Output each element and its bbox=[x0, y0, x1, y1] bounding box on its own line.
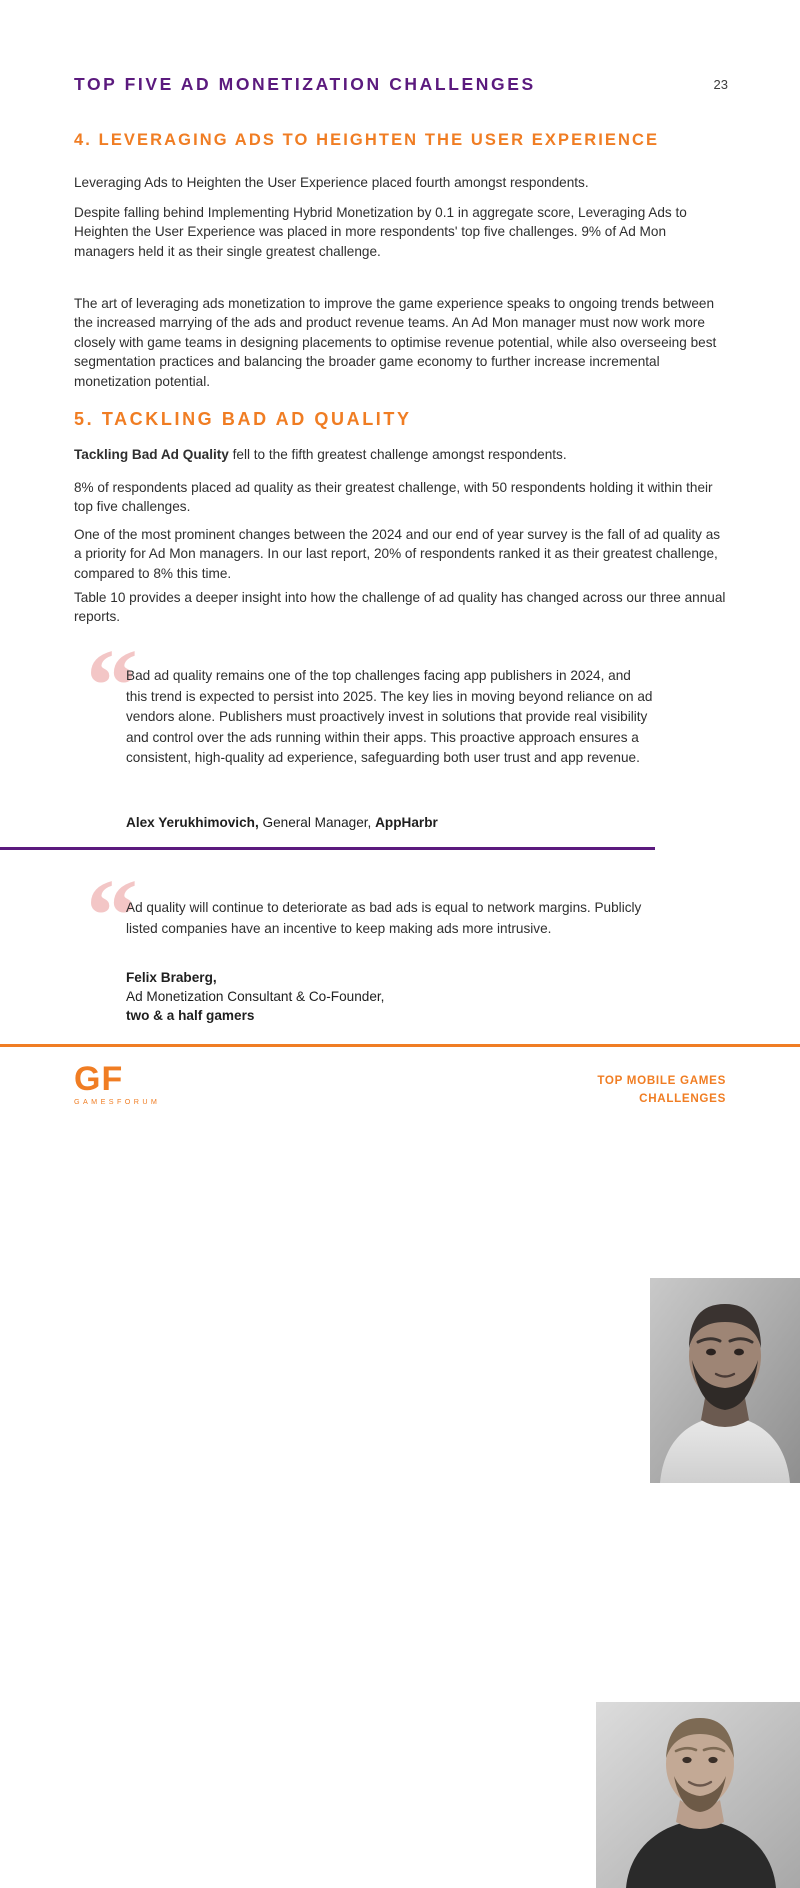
paragraph-5-lead-bold: Tackling Bad Ad Quality bbox=[74, 447, 229, 462]
section-heading-4: 4. LEVERAGING ADS TO HEIGHTEN THE USER EXPERIENCE bbox=[74, 131, 660, 149]
paragraph-4-3: The art of leveraging ads monetization to improve the game experience speaks to ongoing trends between the increased marrying of the ads and product revenue teams. An Ad Mon manager must now work more closely with game teams in designing placements to optimise revenue potential, while also overseeing best segmentation practices and balancing the broader game economy to further increase incremental monetization potential. bbox=[74, 296, 717, 389]
footer-divider bbox=[0, 1044, 800, 1047]
section-heading-5: 5. TACKLING BAD AD QUALITY bbox=[74, 409, 412, 429]
quote-role-1: General Manager, bbox=[258, 815, 376, 830]
portrait-photo-2 bbox=[596, 1702, 800, 1888]
quote-org-2: two & a half gamers bbox=[126, 1008, 255, 1023]
paragraph-4-1: Leveraging Ads to Heighten the User Experience placed fourth amongst respondents. bbox=[74, 175, 589, 190]
portrait-illustration-2 bbox=[596, 1702, 800, 1888]
paragraph-5-2: One of the most prominent changes between the 2024 and our end of year survey is the fall of ad quality as a priority for Ad Mon managers. In our last report, 20% of respondents ranked it as their greatest challenge, compared to 8% this time. bbox=[74, 527, 721, 581]
quote-text-2: Ad quality will continue to deteriorate as bad ads is equal to network margins. Publicly listed companies have an incentive to keep making ads more intrusive. bbox=[126, 900, 642, 936]
quote-text-1: Bad ad quality remains one of the top challenges facing app publishers in 2024, and this trend is expected to persist into 2025. The key lies in moving beyond reliance on ad vendors alone. Publishers must proactively invest in solutions that provide real visibility and control over the ads running within their apps. This proactive approach ensures a consistent, high-quality ad experience, safeguarding both user trust and app revenue. bbox=[126, 668, 653, 766]
logo-subtitle: GAMESFORUM bbox=[74, 1097, 161, 1106]
page-number: 23 bbox=[713, 77, 728, 92]
paragraph-4-2: Despite falling behind Implementing Hybrid Monetization by 0.1 in aggregate score, Leveraging Ads to Heighten the User Experience was placed in more respondents' top five challenges. 9% of Ad Mon managers held it as their single greatest challenge. bbox=[74, 205, 687, 259]
page-title: TOP FIVE AD MONETIZATION CHALLENGES bbox=[74, 74, 536, 94]
quote-author-2: Felix Braberg, bbox=[126, 970, 217, 985]
quote-org-1: AppHarbr bbox=[375, 815, 438, 830]
paragraph-5-3: Table 10 provides a deeper insight into how the challenge of ad quality has changed across our three annual reports. bbox=[74, 590, 726, 625]
quote-author-1: Alex Yerukhimovich, bbox=[126, 815, 259, 830]
portrait-photo-1 bbox=[650, 1278, 800, 1483]
quote-attribution-2 bbox=[126, 968, 566, 1025]
footer-line-2: CHALLENGES bbox=[639, 1092, 726, 1105]
gamesforum-logo bbox=[74, 1060, 194, 1107]
quote-block-2 bbox=[0, 850, 800, 1038]
quote-role-2: Ad Monetization Consultant & Co-Founder, bbox=[126, 989, 385, 1004]
quote-mark-icon: “ bbox=[86, 858, 138, 973]
footer-line-1: TOP MOBILE GAMES bbox=[597, 1074, 726, 1087]
logo-mark: GF bbox=[74, 1060, 124, 1098]
quote-attribution-1 bbox=[126, 813, 566, 832]
paragraph-5-lead bbox=[74, 445, 726, 464]
portrait-illustration-1 bbox=[650, 1278, 800, 1483]
quote-mark-icon: “ bbox=[86, 628, 138, 743]
paragraph-5-lead-rest: fell to the fifth greatest challenge amongst respondents. bbox=[228, 447, 567, 462]
quote-block-1 bbox=[0, 628, 800, 848]
footer-report-name bbox=[597, 1072, 726, 1108]
paragraph-5-1: 8% of respondents placed ad quality as their greatest challenge, with 50 respondents holding it within their top five challenges. bbox=[74, 480, 713, 515]
page-header bbox=[74, 74, 740, 104]
